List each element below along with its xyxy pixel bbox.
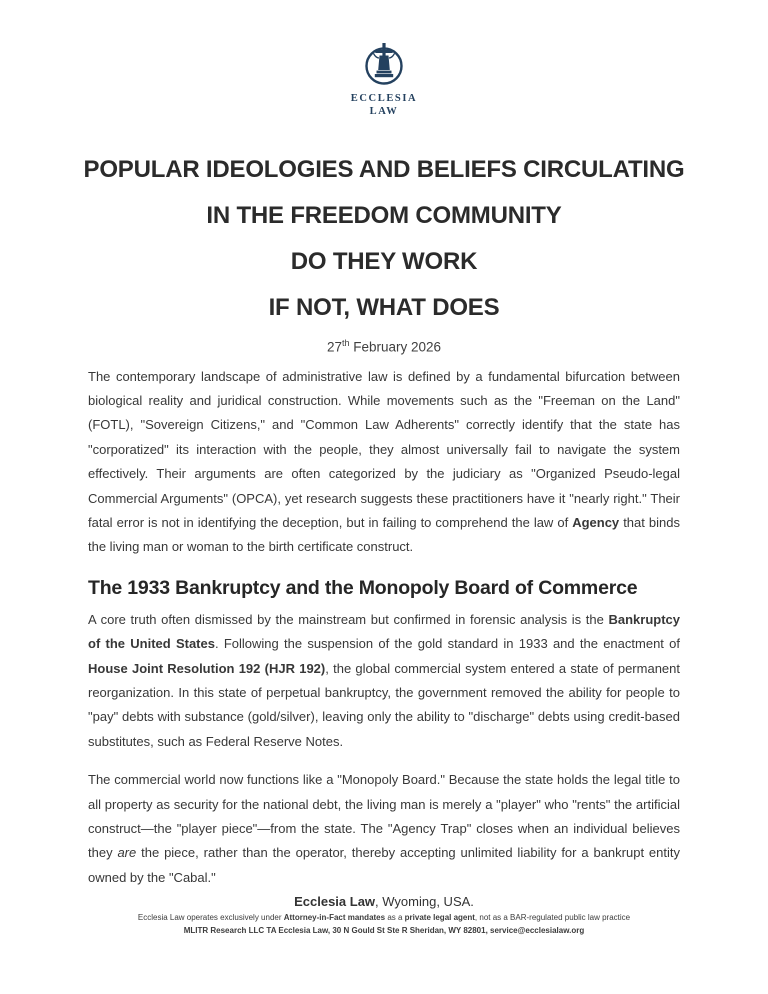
intro-paragraph: The contemporary landscape of administrative law is defined by a fundamental bifurcation between biological reality and juridical construction. While movements such as the "Freeman on the Land" (FOTL), "Sovereign Citizens," and "Common Law Adherents" correctly identify that the state has "corporatized" its interaction with the people, they almost universally fail to navigate the system effectively. Their arguments are often categorized by the judiciary as "Organized Pseudo-legal Commercial Arguments" (OPCA), yet research suggests these practitioners have it "nearly right." Their fatal error is not in identifying the deception, but in failing to comprehend the law of Agency that binds the living man or woman to the birth certificate construct. xyxy=(88,368,680,555)
brand-name-bottom: LAW xyxy=(369,106,399,117)
brand-block xyxy=(0,0,768,117)
document-body xyxy=(0,365,768,891)
scales-of-justice-cross-icon xyxy=(361,42,407,86)
footer-address-line: MLITR Research LLC TA Ecclesia Law, 30 N Gould St Ste R Sheridan, WY 82801, service@ecclesialaw.org xyxy=(183,925,585,935)
monopoly-paragraph: The commercial world now functions like a "Monopoly Board." Because the state holds the legal title to all property as security for the national debt, the living man is merely a "player" who "rents" the artificial construct—the "player piece"—from the state. The "Agency Trap" closes when an individual believes they are the piece, rather than the operator, thereby accepting unlimited liability for a bankrupt entity owned by the "Cabal." xyxy=(88,772,680,885)
brand-name-top: ECCLESIA xyxy=(350,93,418,104)
page-footer xyxy=(0,894,768,936)
section-heading: The 1933 Bankruptcy and the Monopoly Board of Commerce xyxy=(88,576,638,599)
date-rest: February 2026 xyxy=(349,339,442,355)
date-day: 27 xyxy=(326,339,342,355)
date-ordinal: th xyxy=(341,338,350,348)
bankruptcy-paragraph: A core truth often dismissed by the mainstream but confirmed in forensic analysis is the Bankruptcy of the United States. Following the suspension of the gold standard in 1933 and the enactment of House Joint Resolution 192 (HJR 192), the global commercial system entered a state of permanent reorganization. In this state of perpetual bankruptcy, the government removed the ability for people to "pay" debts with substance (gold/silver), leaving only the ability to "discharge" debts using credit-based substitutes, such as Federal Reserve Notes. xyxy=(88,611,680,749)
title-line-4: IF NOT, WHAT DOES xyxy=(268,294,500,321)
footer-brand-line: Ecclesia Law, Wyoming, USA. xyxy=(294,894,474,909)
title-line-2: IN THE FREEDOM COMMUNITY xyxy=(206,202,562,229)
date-line xyxy=(0,335,768,356)
title-line-3: DO THEY WORK xyxy=(290,248,478,275)
footer-disclaimer-line: Ecclesia Law operates exclusively under Attorney-in-Fact mandates as a private legal agent, not as a BAR-regulated public law practice xyxy=(137,912,631,922)
title-line-1: POPULAR IDEOLOGIES AND BELIEFS CIRCULATING xyxy=(83,156,685,183)
document-title xyxy=(0,147,768,331)
